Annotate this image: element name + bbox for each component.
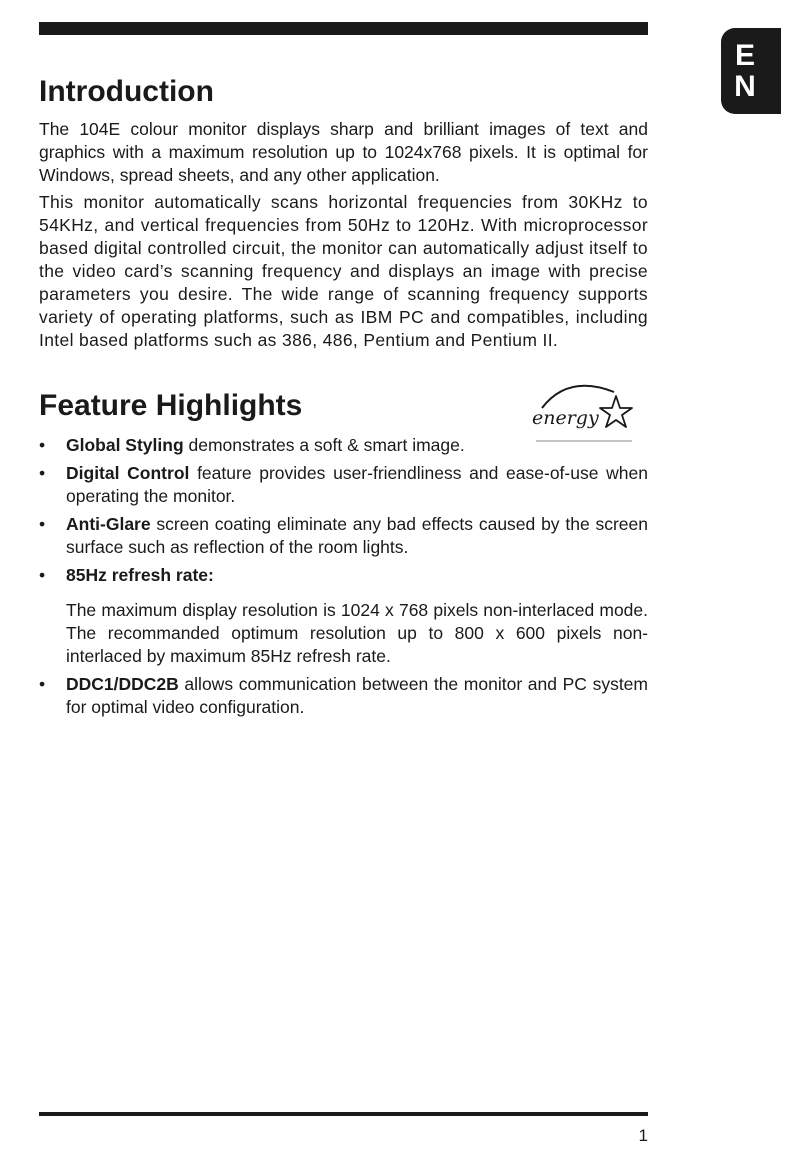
page-number: 1 xyxy=(638,1126,648,1145)
language-tab-letter-2: N xyxy=(734,70,756,103)
feature-detail: The maximum display resolution is 1024 x 768 pixels non-interlaced mode. The recommanded optimum resolution up to 800 x 600 pixels non-interlaced by maximum 85Hz refresh rate. xyxy=(66,600,648,666)
feature-list xyxy=(39,434,648,719)
energy-star-arc xyxy=(542,386,614,408)
bullet: • xyxy=(39,565,46,585)
feature-item xyxy=(39,564,648,668)
bullet: • xyxy=(39,674,46,694)
bullet: • xyxy=(39,435,46,455)
feature-name: DDC1/DDC2B xyxy=(66,674,179,694)
feature-name: Global Styling xyxy=(66,435,184,455)
feature-name: 85Hz refresh rate: xyxy=(66,565,214,585)
feature-description: demonstrates a soft & smart image. xyxy=(183,435,465,455)
feature-item xyxy=(39,673,648,719)
energy-star-logo xyxy=(528,378,634,444)
energy-logo-text: energy xyxy=(532,407,599,429)
language-tab-letter-1: E xyxy=(734,39,755,72)
bullet: • xyxy=(39,463,46,483)
bullet: • xyxy=(39,514,46,534)
feature-item xyxy=(39,462,648,508)
feature-description: allows communication between the monitor and PC system for optimal video configuration. xyxy=(66,674,648,717)
introduction-heading: Introduction xyxy=(39,75,214,108)
feature-description: screen coating eliminate any bad effects caused by the screen surface such as reflection of the room lights. xyxy=(66,514,648,557)
feature-description: feature provides user-friendliness and ease-of-use when operating the monitor. xyxy=(66,463,648,506)
language-tab xyxy=(721,28,781,114)
feature-name: Anti-Glare xyxy=(66,514,151,534)
feature-name: Digital Control xyxy=(66,463,190,483)
feature-highlights-heading: Feature Highlights xyxy=(39,389,303,422)
bottom-rule xyxy=(39,1112,648,1116)
introduction-paragraph-2: This monitor automatically scans horizontal frequencies from 30KHz to 54KHz, and vertical frequencies from 50Hz to 120Hz. With microprocessor based digital controlled circuit, the monitor can automatically adjust itself to the video card’s scanning frequency and displays an image with precise parameters you desire. The wide range of scanning frequency supports variety of operating platforms, such as IBM PC and compatibles, including Intel based platforms such as 386, 486, Pentium and Pentium II. xyxy=(39,192,648,350)
top-rule xyxy=(39,22,648,35)
energy-star-icon xyxy=(600,396,632,427)
feature-item xyxy=(39,513,648,559)
introduction-paragraph-1: The 104E colour monitor displays sharp and brilliant images of text and graphics with a maximum resolution up to 1024x768 pixels. It is optimal for Windows, spread sheets, and any other application. xyxy=(39,119,648,185)
